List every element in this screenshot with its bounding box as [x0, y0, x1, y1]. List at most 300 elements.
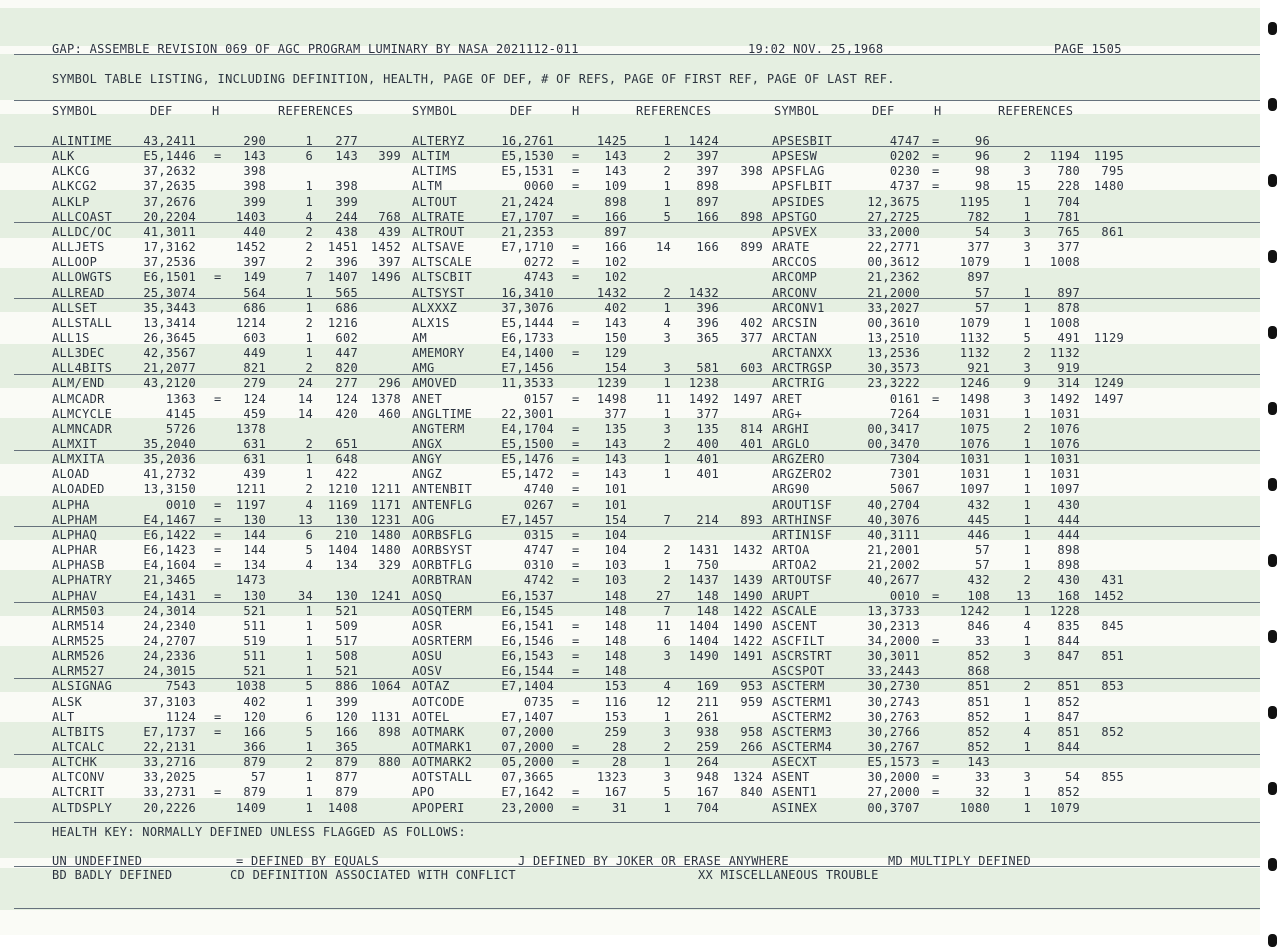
first-ref-page: 948 — [696, 770, 719, 784]
first-ref-page: 399 — [335, 695, 358, 709]
first-ref-page: 847 — [1057, 710, 1080, 724]
ref-count: 2 — [305, 482, 313, 496]
ref-count: 6 — [663, 634, 671, 648]
first-ref-page: 143 — [335, 149, 358, 163]
ref-count: 2 — [1023, 679, 1031, 693]
symbol-name: ALRM525 — [52, 634, 105, 648]
first-ref-page: 399 — [335, 195, 358, 209]
ref-count: 1 — [1023, 407, 1031, 421]
symbol-def: E7,1737 — [143, 725, 196, 739]
def-page: 852 — [967, 710, 990, 724]
symbol-name: ALM/END — [52, 376, 105, 390]
ref-count: 2 — [1023, 346, 1031, 360]
symbol-health: = — [932, 785, 940, 799]
rule-line — [14, 908, 1260, 909]
symbol-name: ALTRATE — [412, 210, 465, 224]
ref-count: 1 — [1023, 740, 1031, 754]
ref-count: 1 — [1023, 695, 1031, 709]
symbol-health: = — [572, 649, 580, 663]
last-ref-page: 1452 — [1093, 589, 1124, 603]
symbol-def: E5,1500 — [501, 437, 554, 451]
symbol-def: 7301 — [889, 467, 920, 481]
first-ref-page: 430 — [1057, 498, 1080, 512]
def-page: 96 — [974, 134, 990, 148]
def-page: 98 — [974, 164, 990, 178]
last-ref-page: 397 — [378, 255, 401, 269]
ref-count: 3 — [1023, 392, 1031, 406]
ref-count: 2 — [305, 437, 313, 451]
first-ref-page: 704 — [696, 801, 719, 815]
symbol-name: ASCFILT — [772, 634, 825, 648]
def-page: 1246 — [959, 376, 990, 390]
def-page: 897 — [967, 270, 990, 284]
def-page: 1197 — [235, 498, 266, 512]
symbol-name: ARET — [772, 392, 803, 406]
ref-count: 4 — [663, 679, 671, 693]
def-page: 1079 — [959, 316, 990, 330]
symbol-name: ALTCRIT — [52, 785, 105, 799]
def-page: 1452 — [235, 240, 266, 254]
ref-count: 1 — [305, 695, 313, 709]
first-ref-page: 314 — [1057, 376, 1080, 390]
symbol-name: ALPHATRY — [52, 573, 113, 587]
symbol-name: AOSR — [412, 619, 443, 633]
ref-count: 1 — [1023, 634, 1031, 648]
ref-count: 5 — [305, 679, 313, 693]
symbol-def: 21,2002 — [867, 558, 920, 572]
first-ref-page: 602 — [335, 331, 358, 345]
first-ref-page: 897 — [1057, 286, 1080, 300]
first-ref-page: 166 — [696, 210, 719, 224]
symbol-name: ALRM527 — [52, 664, 105, 678]
symbol-name: AOSV — [412, 664, 443, 678]
symbol-name: ANET — [412, 392, 443, 406]
ref-count: 3 — [1023, 164, 1031, 178]
symbol-def: E7,1457 — [501, 513, 554, 527]
def-page: 440 — [243, 225, 266, 239]
def-page: 96 — [974, 149, 990, 163]
page-number: PAGE 1505 — [1054, 42, 1122, 56]
symbol-health: = — [214, 710, 222, 724]
symbol-def: 00,3610 — [867, 316, 920, 330]
first-ref-page: 1169 — [327, 498, 358, 512]
symbol-name: ASCTERM1 — [772, 695, 833, 709]
symbol-health: = — [572, 210, 580, 224]
def-page: 143 — [604, 437, 627, 451]
feed-hole — [1268, 402, 1277, 415]
first-ref-page: 781 — [1057, 210, 1080, 224]
def-page: 446 — [967, 528, 990, 542]
first-ref-page: 581 — [696, 361, 719, 375]
def-page: 821 — [243, 361, 266, 375]
ref-count: 7 — [305, 270, 313, 284]
symbol-def: 05,2000 — [501, 755, 554, 769]
first-ref-page: 509 — [335, 619, 358, 633]
symbol-def: E7,1456 — [501, 361, 554, 375]
symbol-health: = — [572, 740, 580, 754]
feed-hole — [1268, 782, 1277, 795]
ref-count: 1 — [663, 755, 671, 769]
def-page: 153 — [604, 679, 627, 693]
first-ref-page: 1404 — [688, 634, 719, 648]
symbol-health: = — [572, 755, 580, 769]
symbol-def: 0161 — [889, 392, 920, 406]
def-page: 154 — [604, 361, 627, 375]
def-page: 290 — [243, 134, 266, 148]
def-page: 459 — [243, 407, 266, 421]
symbol-name: ALTCHK — [52, 755, 98, 769]
def-page: 868 — [967, 664, 990, 678]
last-ref-page: 958 — [740, 725, 763, 739]
def-page: 851 — [967, 695, 990, 709]
ref-count: 5 — [305, 725, 313, 739]
symbol-def: E6,1541 — [501, 619, 554, 633]
symbol-def: 30,2766 — [867, 725, 920, 739]
first-ref-page: 168 — [1057, 589, 1080, 603]
last-ref-page: 1064 — [370, 679, 401, 693]
ref-count: 1 — [1023, 437, 1031, 451]
def-page: 397 — [243, 255, 266, 269]
def-header: DEF — [510, 104, 533, 118]
ref-count: 2 — [663, 437, 671, 451]
symbol-def: 35,3443 — [143, 301, 196, 315]
symbol-name: ASECXT — [772, 755, 818, 769]
last-ref-page: 855 — [1101, 770, 1124, 784]
def-page: 366 — [243, 740, 266, 754]
ref-count: 3 — [1023, 240, 1031, 254]
symbol-name: ALMCYCLE — [52, 407, 113, 421]
def-page: 631 — [243, 437, 266, 451]
first-ref-page: 835 — [1057, 619, 1080, 633]
symbol-name: ASINEX — [772, 801, 818, 815]
symbol-def: 30,2313 — [867, 619, 920, 633]
health-header: H — [934, 104, 942, 118]
symbol-name: ALLJETS — [52, 240, 105, 254]
symbol-name: AOSQTERM — [412, 604, 473, 618]
symbol-def: 7264 — [889, 407, 920, 421]
symbol-name: ANGX — [412, 437, 443, 451]
symbol-def: 24,2340 — [143, 619, 196, 633]
symbol-def: 07,3665 — [501, 770, 554, 784]
symbol-def: 23,2000 — [501, 801, 554, 815]
last-ref-page: 953 — [740, 679, 763, 693]
ref-count: 2 — [663, 740, 671, 754]
def-page: 1075 — [959, 422, 990, 436]
symbol-name: ALTIMS — [412, 164, 458, 178]
def-page: 57 — [974, 301, 990, 315]
symbol-name: AM — [412, 331, 428, 345]
def-page: 98 — [974, 179, 990, 193]
symbol-name: AOTMARK1 — [412, 740, 473, 754]
symbol-name: ANTENFLG — [412, 498, 473, 512]
first-ref-page: 780 — [1057, 164, 1080, 178]
symbol-name: AOSU — [412, 649, 443, 663]
symbol-name: ALOADED — [52, 482, 105, 496]
def-page: 1239 — [596, 376, 627, 390]
first-ref-page: 897 — [696, 195, 719, 209]
feed-hole — [1268, 934, 1277, 947]
symbol-def: E7,1710 — [501, 240, 554, 254]
symbol-def: E6,1546 — [501, 634, 554, 648]
feed-hole — [1268, 250, 1277, 263]
def-page: 57 — [974, 543, 990, 557]
symbol-def: E5,1530 — [501, 149, 554, 163]
first-ref-page: 1076 — [1049, 422, 1080, 436]
first-ref-page: 401 — [696, 452, 719, 466]
symbol-def: 23,3222 — [867, 376, 920, 390]
ref-count: 2 — [1023, 573, 1031, 587]
symbol-name: ALSIGNAG — [52, 679, 113, 693]
last-ref-page: 1241 — [370, 589, 401, 603]
ref-count: 2 — [1023, 422, 1031, 436]
symbol-name: ARCTRIG — [772, 376, 825, 390]
last-ref-page: 398 — [740, 164, 763, 178]
ref-count: 14 — [655, 240, 671, 254]
symbol-health: = — [214, 513, 222, 527]
ref-count: 3 — [1023, 361, 1031, 375]
symbol-health: = — [572, 437, 580, 451]
symbol-def: 30,2763 — [867, 710, 920, 724]
symbol-def: 07,2000 — [501, 740, 554, 754]
symbol-def: E7,1707 — [501, 210, 554, 224]
symbol-def: 37,2632 — [143, 164, 196, 178]
first-ref-page: 120 — [335, 710, 358, 724]
symbol-def: 00,3417 — [867, 422, 920, 436]
health-key-bd: BD BADLY DEFINED — [52, 868, 173, 882]
first-ref-page: 396 — [335, 255, 358, 269]
symbol-name: ALKCG2 — [52, 179, 98, 193]
first-ref-page: 430 — [1057, 573, 1080, 587]
ref-count: 24 — [297, 376, 313, 390]
ref-count: 1 — [1023, 604, 1031, 618]
health-key-xx: XX MISCELLANEOUS TROUBLE — [698, 868, 879, 882]
def-page: 1473 — [235, 573, 266, 587]
symbol-health: = — [572, 316, 580, 330]
references-header: REFERENCES — [636, 104, 712, 118]
symbol-name: ALMXIT — [52, 437, 98, 451]
def-page: 851 — [967, 679, 990, 693]
last-ref-page: 1497 — [1093, 392, 1124, 406]
symbol-name: ANGY — [412, 452, 443, 466]
ref-count: 1 — [663, 558, 671, 572]
symbol-def: 21,2000 — [867, 286, 920, 300]
symbol-name: ANGTERM — [412, 422, 465, 436]
ref-count: 9 — [1023, 376, 1031, 390]
last-ref-page: 603 — [740, 361, 763, 375]
def-page: 54 — [974, 225, 990, 239]
last-ref-page: 1378 — [370, 392, 401, 406]
symbol-health: = — [572, 619, 580, 633]
first-ref-page: 422 — [335, 467, 358, 481]
symbol-def: 0315 — [523, 528, 554, 542]
last-ref-page: 1490 — [732, 589, 763, 603]
symbol-def: 1124 — [165, 710, 196, 724]
ref-count: 1 — [305, 649, 313, 663]
symbol-name: APSESW — [772, 149, 818, 163]
last-ref-page: 1491 — [732, 649, 763, 663]
ref-count: 1 — [305, 740, 313, 754]
last-ref-page: 861 — [1101, 225, 1124, 239]
def-page: 521 — [243, 664, 266, 678]
first-ref-page: 844 — [1057, 634, 1080, 648]
ref-count: 3 — [663, 422, 671, 436]
def-page: 897 — [604, 225, 627, 239]
symbol-name: ALLOOP — [52, 255, 98, 269]
symbol-def: E5,1476 — [501, 452, 554, 466]
symbol-name: ASENT1 — [772, 785, 818, 799]
def-page: 1214 — [235, 316, 266, 330]
def-page: 399 — [243, 195, 266, 209]
symbol-name: ALLREAD — [52, 286, 105, 300]
symbol-health: = — [572, 634, 580, 648]
def-page: 148 — [604, 664, 627, 678]
symbol-name: ARGZERO2 — [772, 467, 833, 481]
ref-count: 1 — [1023, 785, 1031, 799]
def-page: 32 — [974, 785, 990, 799]
symbol-name: ARTOA2 — [772, 558, 818, 572]
symbol-name: ALL1S — [52, 331, 90, 345]
first-ref-page: 1097 — [1049, 482, 1080, 496]
health-key-cd: CD DEFINITION ASSOCIATED WITH CONFLICT — [230, 868, 516, 882]
def-page: 143 — [604, 452, 627, 466]
symbol-health: = — [932, 634, 940, 648]
symbol-name: ASENT — [772, 770, 810, 784]
ref-count: 1 — [305, 664, 313, 678]
def-page: 57 — [974, 558, 990, 572]
last-ref-page: 402 — [740, 316, 763, 330]
first-ref-page: 898 — [1057, 543, 1080, 557]
first-ref-page: 1424 — [688, 134, 719, 148]
symbol-def: E4,1400 — [501, 346, 554, 360]
first-ref-page: 134 — [335, 558, 358, 572]
symbol-name: ARCOMP — [772, 270, 818, 284]
def-page: 402 — [243, 695, 266, 709]
symbol-health: = — [932, 755, 940, 769]
symbol-name: ARATE — [772, 240, 810, 254]
first-ref-page: 765 — [1057, 225, 1080, 239]
health-key-md: MD MULTIPLY DEFINED — [888, 854, 1031, 868]
last-ref-page: 439 — [378, 225, 401, 239]
def-page: 166 — [243, 725, 266, 739]
symbol-health: = — [572, 392, 580, 406]
ref-count: 1 — [1023, 558, 1031, 572]
symbol-def: 21,2424 — [501, 195, 554, 209]
symbol-def: 7304 — [889, 452, 920, 466]
def-page: 143 — [604, 467, 627, 481]
symbol-def: E7,1642 — [501, 785, 554, 799]
first-ref-page: 398 — [335, 179, 358, 193]
first-ref-page: 148 — [696, 604, 719, 618]
symbol-def: 30,2730 — [867, 679, 920, 693]
symbol-def: 07,2000 — [501, 725, 554, 739]
first-ref-page: 1216 — [327, 316, 358, 330]
symbol-name: ASCTERM2 — [772, 710, 833, 724]
ref-count: 4 — [1023, 725, 1031, 739]
first-ref-page: 397 — [696, 149, 719, 163]
def-page: 124 — [243, 392, 266, 406]
symbol-name: AOG — [412, 513, 435, 527]
ref-count: 14 — [297, 407, 313, 421]
symbol-def: E6,1544 — [501, 664, 554, 678]
first-ref-page: 211 — [696, 695, 719, 709]
symbol-def: 37,2635 — [143, 179, 196, 193]
symbol-def: 21,3465 — [143, 573, 196, 587]
first-ref-page: 124 — [335, 392, 358, 406]
symbol-def: 13,3150 — [143, 482, 196, 496]
symbol-name: ASCTERM — [772, 679, 825, 693]
symbol-def: 4742 — [523, 573, 554, 587]
def-page: 154 — [604, 513, 627, 527]
symbol-header: SYMBOL — [774, 104, 820, 118]
last-ref-page: 296 — [378, 376, 401, 390]
first-ref-page: 400 — [696, 437, 719, 451]
symbol-name: AROUT1SF — [772, 498, 833, 512]
symbol-def: 30,2767 — [867, 740, 920, 754]
symbol-health: = — [214, 589, 222, 603]
first-ref-page: 938 — [696, 725, 719, 739]
def-page: 1425 — [596, 134, 627, 148]
ref-count: 3 — [663, 649, 671, 663]
def-page: 1498 — [959, 392, 990, 406]
symbol-health: = — [572, 149, 580, 163]
last-ref-page: 1480 — [370, 528, 401, 542]
symbol-def: E5,1573 — [867, 755, 920, 769]
def-page: 148 — [604, 589, 627, 603]
symbol-def: E5,1444 — [501, 316, 554, 330]
ref-count: 2 — [663, 573, 671, 587]
symbol-health: = — [572, 422, 580, 436]
symbol-name: AOTSTALL — [412, 770, 473, 784]
first-ref-page: 1031 — [1049, 452, 1080, 466]
symbol-def: E6,1537 — [501, 589, 554, 603]
ref-count: 6 — [305, 149, 313, 163]
last-ref-page: 898 — [378, 725, 401, 739]
ref-count: 5 — [305, 543, 313, 557]
symbol-name: ALLDC/OC — [52, 225, 113, 239]
ref-count: 4 — [305, 498, 313, 512]
symbol-health: = — [572, 573, 580, 587]
symbol-name: AOTEL — [412, 710, 450, 724]
first-ref-page: 1194 — [1049, 149, 1080, 163]
last-ref-page: 266 — [740, 740, 763, 754]
first-ref-page: 1404 — [688, 619, 719, 633]
first-ref-page: 130 — [335, 589, 358, 603]
first-ref-page: 438 — [335, 225, 358, 239]
ref-count: 2 — [663, 164, 671, 178]
last-ref-page: 1496 — [370, 270, 401, 284]
symbol-def: E4,1704 — [501, 422, 554, 436]
first-ref-page: 420 — [335, 407, 358, 421]
symbol-name: APSIDES — [772, 195, 825, 209]
first-ref-page: 820 — [335, 361, 358, 375]
first-ref-page: 244 — [335, 210, 358, 224]
symbol-def: 4737 — [889, 179, 920, 193]
ref-count: 1 — [305, 195, 313, 209]
symbol-name: AMG — [412, 361, 435, 375]
ref-count: 3 — [663, 725, 671, 739]
ref-count: 1 — [663, 452, 671, 466]
symbol-def: 0310 — [523, 558, 554, 572]
symbol-def: 21,2077 — [143, 361, 196, 375]
symbol-def: 35,2036 — [143, 452, 196, 466]
symbol-name: ARTHINSF — [772, 513, 833, 527]
ref-count: 34 — [297, 589, 313, 603]
first-ref-page: 377 — [696, 407, 719, 421]
symbol-health: = — [572, 240, 580, 254]
symbol-health: = — [572, 785, 580, 799]
first-ref-page: 704 — [1057, 195, 1080, 209]
last-ref-page: 880 — [378, 755, 401, 769]
